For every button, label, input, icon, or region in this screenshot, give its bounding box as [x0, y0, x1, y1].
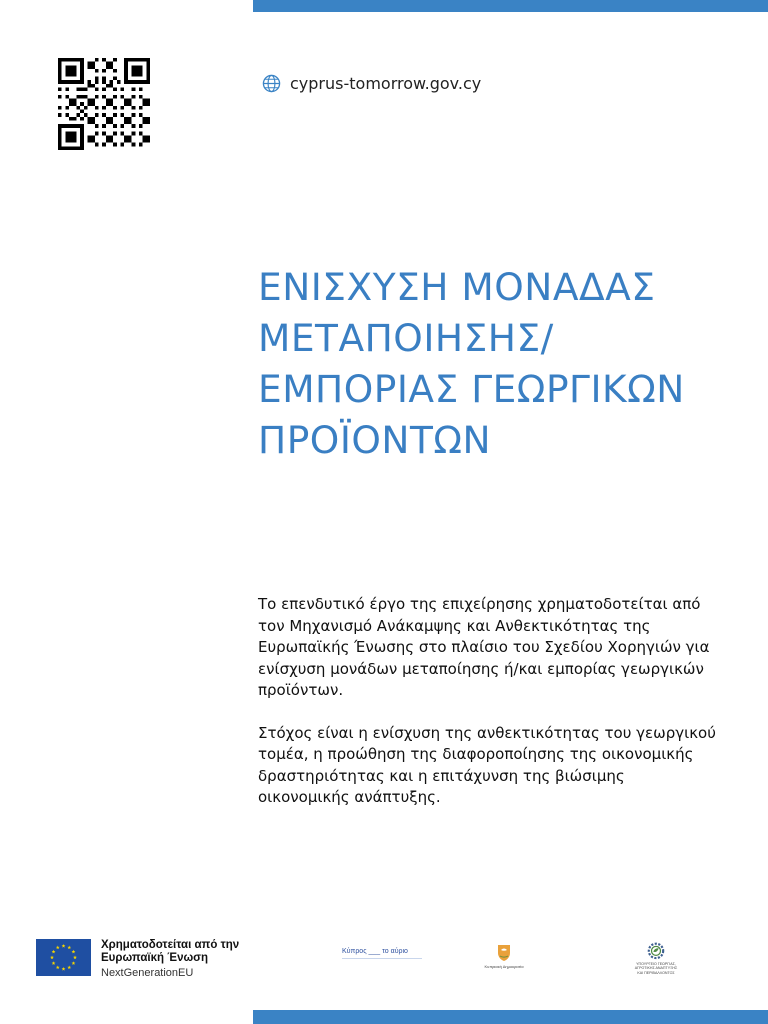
gear-icon: [645, 941, 667, 961]
description-paragraph: Το επενδυτικό έργο της επιχείρησης χρηματοδοτείται από τον Μηχανισμό Ανάκαμψης και Ανθεκτικότητας της Ευρωπαϊκής Ένωσης στο πλαίσιο του Σχεδίου Χορηγιών για ενίσχυση μονάδων μεταποίησης ή/και εμπορίας γεωργικών προϊόντων.: [258, 595, 710, 699]
cyprus-government-logo: [486, 944, 522, 974]
next-generation-eu-label: NextGenerationEU: [101, 967, 194, 979]
website-url: cyprus-tomorrow.gov.cy: [290, 74, 482, 93]
eu-funding-text: Ευρωπαϊκή Ένωση: [101, 952, 209, 964]
bottom-accent-bar: [253, 1010, 768, 1024]
qr-code-icon: [58, 58, 150, 150]
description-paragraph: Στόχος είναι η ενίσχυση της ανθεκτικότητας του γεωργικού τομέα, η προώθηση της διαφοροποίησης της οικονομικής δραστηριότητας και η επιτάχυνση της βιώσιμης οικονομικής ανάπτυξης.: [258, 723, 716, 806]
eu-funding-text: Χρηματοδοτείται από την: [101, 939, 240, 951]
kyprus-logo-underline: [342, 958, 422, 959]
ministry-caption: ΥΠΟΥΡΓΕΙΟ ΓΕΩΡΓΙΑΣ, ΑΓΡΟΤΙΚΗΣ ΑΝΑΠΤΥΞΗΣ ΚΑΙ ΠΕΡΙΒΑΛΛΟΝΤΟΣ: [634, 961, 678, 975]
eu-flag-icon: [36, 939, 91, 976]
description: [258, 594, 718, 830]
globe-icon: [262, 74, 281, 93]
page-title: [258, 262, 748, 466]
coat-of-arms-icon: [496, 944, 512, 962]
title-line: ΜΕΤΑΠΟΙΗΣΗΣ/: [258, 316, 554, 360]
website-link[interactable]: [262, 74, 481, 93]
title-line: ΕΝΙΣΧΥΣΗ ΜΟΝΑΔΑΣ: [258, 265, 656, 309]
kyprus-logo-text: Κύπρος ___ το αύριο: [342, 948, 408, 955]
government-caption: Κυπριακή Δημοκρατία: [484, 964, 524, 969]
kyprus-to-avrio-logo: [342, 948, 422, 959]
title-line: ΠΡΟΪΟΝΤΩΝ: [258, 418, 492, 462]
title-line: ΕΜΠΟΡΙΑΣ ΓΕΩΡΓΙΚΩΝ: [258, 367, 685, 411]
eu-funding-logo: [36, 939, 239, 981]
top-accent-bar: [253, 0, 768, 12]
ministry-of-agriculture-logo: [634, 941, 678, 975]
